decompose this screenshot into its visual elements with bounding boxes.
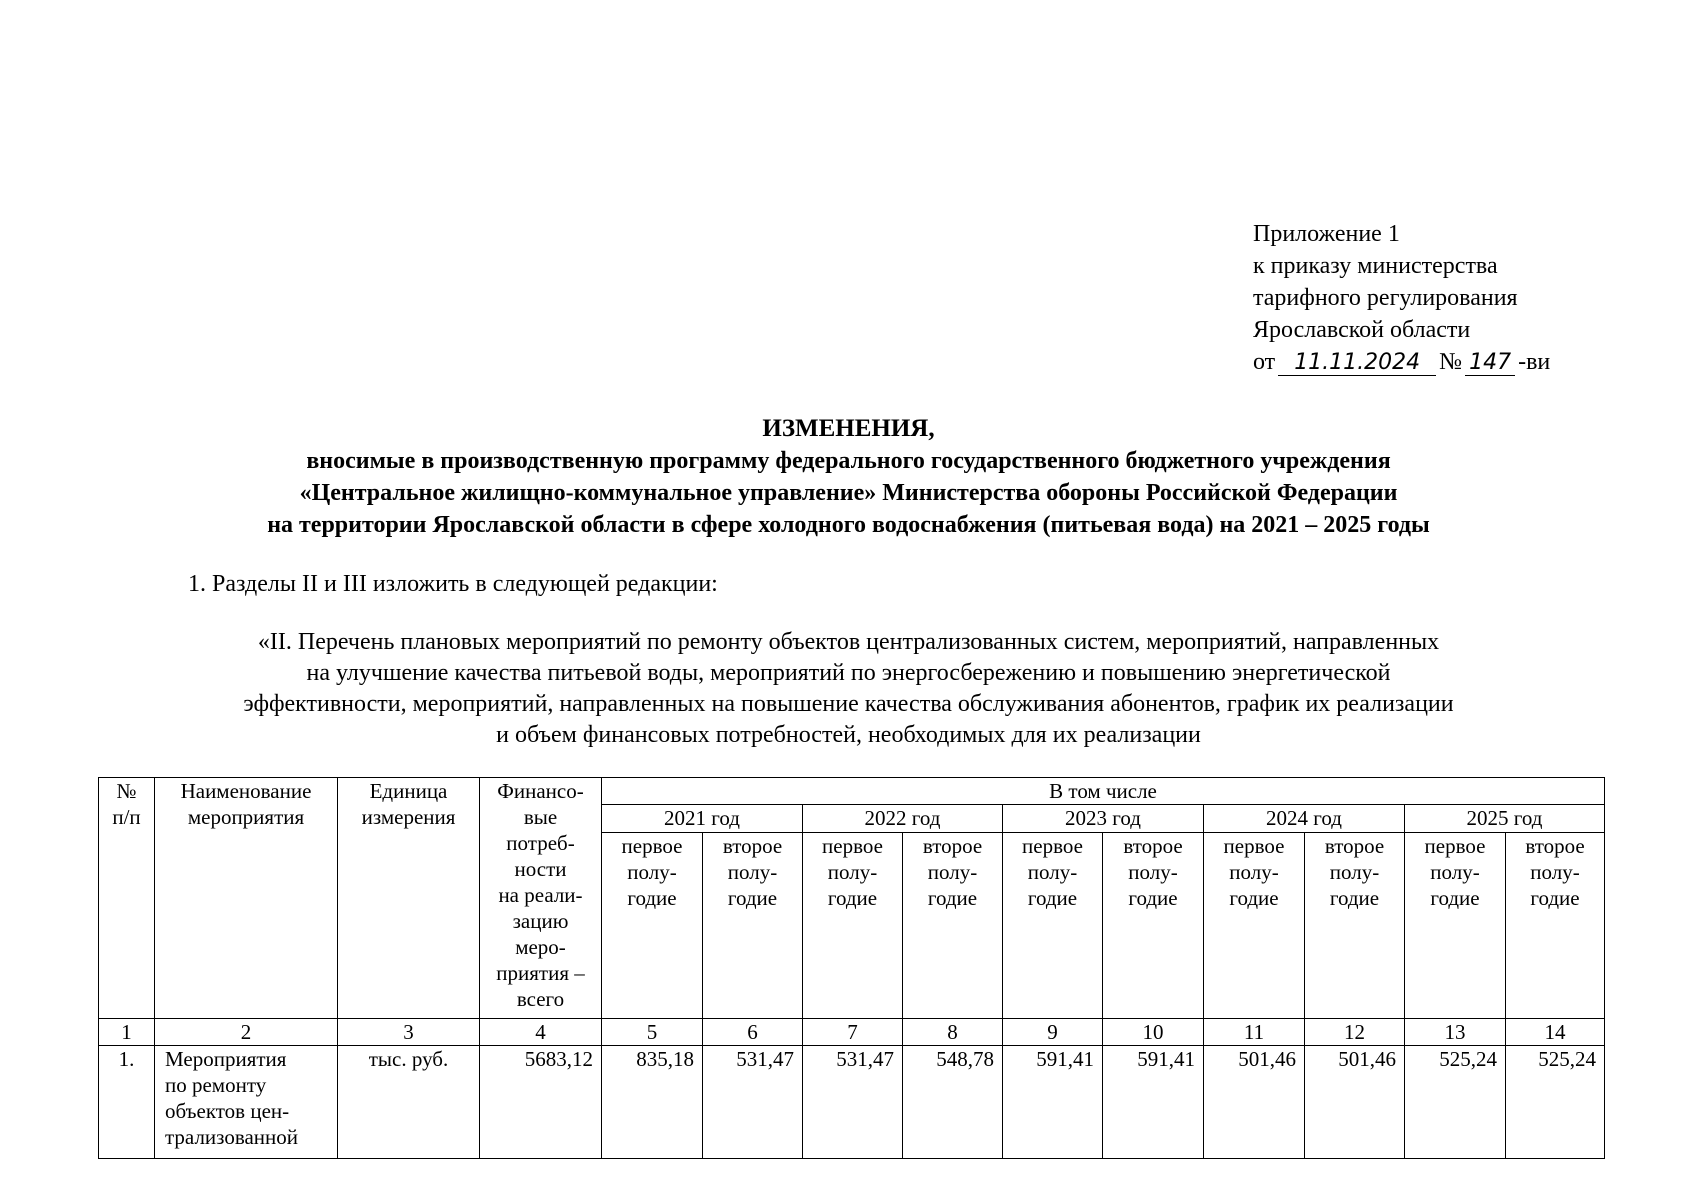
row-total: 5683,12 [480, 1046, 602, 1159]
header-year-2023: 2023 год [1003, 805, 1204, 833]
row-value: 525,24 [1506, 1046, 1605, 1159]
table-row [99, 1046, 1605, 1159]
column-number: 4 [480, 1019, 602, 1046]
header-year-2022: 2022 год [803, 805, 1003, 833]
row-value: 548,78 [903, 1046, 1003, 1159]
column-number: 6 [703, 1019, 803, 1046]
header-half-second: второе полу- годие [1305, 833, 1405, 1019]
title-line: на территории Ярославской области в сфере холодного водоснабжения (питьевая вода) на 2021 – 2025 годы [267, 512, 1430, 538]
annex-date-number [1253, 346, 1550, 378]
row-value: 525,24 [1405, 1046, 1506, 1159]
column-number: 7 [803, 1019, 903, 1046]
annex-line: Ярославской области [1253, 317, 1471, 343]
column-number: 11 [1204, 1019, 1305, 1046]
header-half-second: второе полу- годие [1506, 833, 1605, 1019]
number-sign: № [1439, 349, 1463, 375]
header-year-2024: 2024 год [1204, 805, 1405, 833]
column-number: 3 [338, 1019, 480, 1046]
section-line: и объем финансовых потребностей, необходимых для их реализации [496, 722, 1201, 748]
header-half-second: второе полу- годие [1103, 833, 1204, 1019]
header-half-first: первое полу- годие [803, 833, 903, 1019]
handwritten-date: 11.11.2024 [1278, 351, 1436, 376]
header-half-first: первое полу- годие [1204, 833, 1305, 1019]
header-half-second: второе полу- годие [903, 833, 1003, 1019]
header-financial-needs: Финансо- вые потреб- ности на реали- зацию меро- приятия – всего [480, 778, 602, 1019]
document-title [0, 413, 1697, 541]
title-line: вносимые в производственную программу федерального государственного бюджетного учреждения [306, 448, 1391, 474]
header-half-first: первое полу- годие [1405, 833, 1506, 1019]
annex-block [1253, 218, 1550, 378]
handwritten-number: 147 [1465, 351, 1515, 376]
header-unit: Единица измерения [338, 778, 480, 1019]
column-number: 5 [602, 1019, 703, 1046]
header-half-second: второе полу- годие [703, 833, 803, 1019]
column-number: 10 [1103, 1019, 1204, 1046]
header-no: № п/п [99, 778, 155, 1019]
row-unit: тыс. руб. [338, 1046, 480, 1159]
row-name: Мероприятия по ремонту объектов цен- трализованной [155, 1046, 338, 1159]
header-including: В том числе [602, 778, 1605, 805]
number-suffix: -ви [1518, 349, 1551, 375]
column-number-row [99, 1019, 1605, 1046]
section-line: на улучшение качества питьевой воды, мероприятий по энергосбережению и повышению энергетической [306, 660, 1391, 686]
column-number: 9 [1003, 1019, 1103, 1046]
row-number: 1. [99, 1046, 155, 1159]
column-number: 13 [1405, 1019, 1506, 1046]
annex-line: Приложение 1 [1253, 221, 1400, 247]
annex-prefix: от [1253, 349, 1276, 375]
row-value: 531,47 [803, 1046, 903, 1159]
row-value: 591,41 [1003, 1046, 1103, 1159]
header-year-2025: 2025 год [1405, 805, 1605, 833]
title-line: «Центральное жилищно-коммунальное управление» Министерства обороны Российской Федерации [299, 480, 1398, 506]
header-half-first: первое полу- годие [1003, 833, 1103, 1019]
column-number: 8 [903, 1019, 1003, 1046]
row-value: 591,41 [1103, 1046, 1204, 1159]
header-half-first: первое полу- годие [602, 833, 703, 1019]
column-number: 2 [155, 1019, 338, 1046]
section-heading [0, 627, 1697, 751]
measures-table [98, 777, 1605, 1159]
paragraph-1: 1. Разделы II и III изложить в следующей редакции: [188, 571, 718, 597]
column-number: 12 [1305, 1019, 1405, 1046]
section-line: эффективности, мероприятий, направленных на повышение качества обслуживания абонентов, график их реализации [243, 691, 1454, 717]
annex-line: к приказу министерства [1253, 253, 1498, 279]
row-value: 501,46 [1305, 1046, 1405, 1159]
row-value: 531,47 [703, 1046, 803, 1159]
annex-line: тарифного регулирования [1253, 285, 1518, 311]
column-number: 14 [1506, 1019, 1605, 1046]
header-name: Наименование мероприятия [155, 778, 338, 1019]
header-year-2021: 2021 год [602, 805, 803, 833]
section-line: «II. Перечень плановых мероприятий по ремонту объектов централизованных систем, мероприятий, направленных [257, 629, 1440, 655]
title-heading: ИЗМЕНЕНИЯ, [762, 415, 935, 442]
row-value: 835,18 [602, 1046, 703, 1159]
column-number: 1 [99, 1019, 155, 1046]
row-value: 501,46 [1204, 1046, 1305, 1159]
